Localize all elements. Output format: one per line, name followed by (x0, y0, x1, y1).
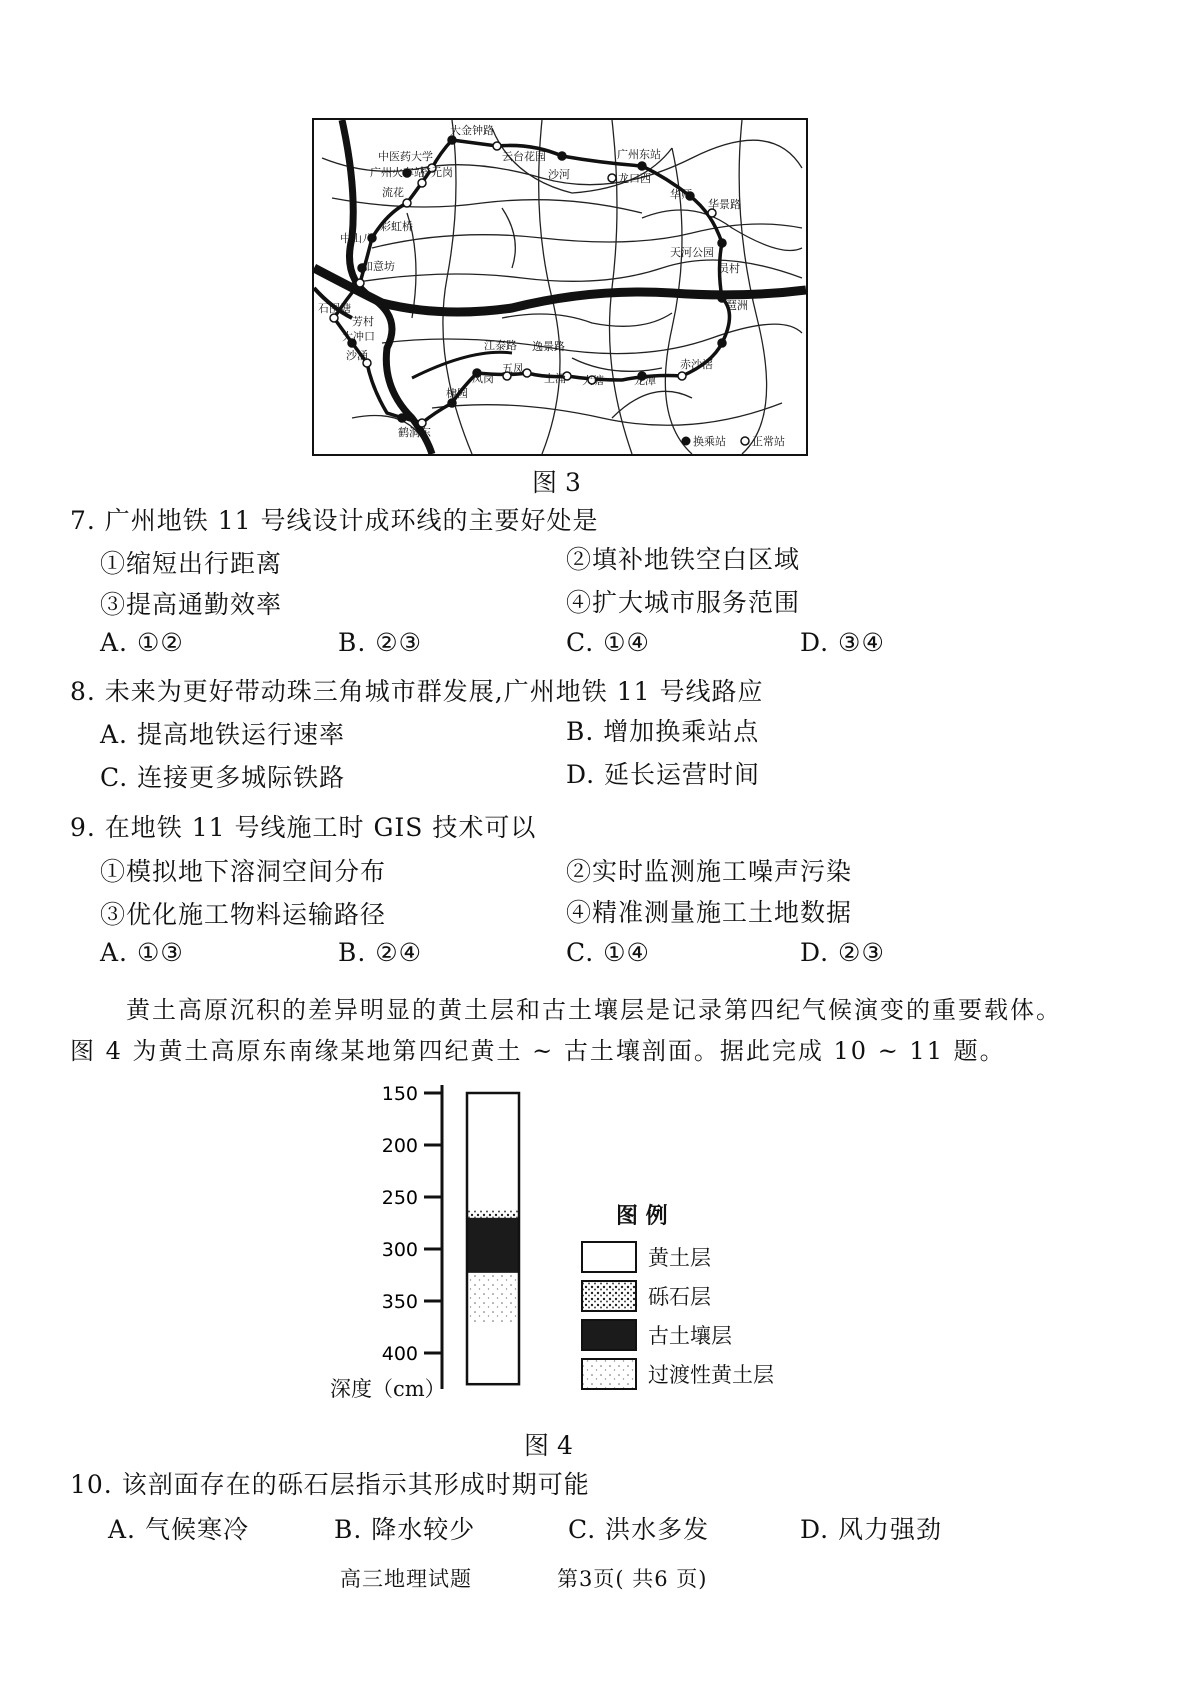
q9-choice-b[interactable]: B. ②④ (338, 938, 423, 967)
depth-axis-label: 深度（cm） (330, 1377, 446, 1401)
q10-choice-a[interactable]: A. 气候寒冷 (108, 1515, 249, 1544)
q8-choice-d[interactable]: D. 延长运营时间 (566, 760, 761, 789)
legend-label-gravel: 砾石层 (648, 1285, 711, 1309)
legend-swatch-paleosol (582, 1320, 636, 1350)
station-label: 赤沙滘 (680, 358, 713, 371)
q9-item-3: ③优化施工物料运输路径 (100, 900, 387, 929)
q9-choice-c[interactable]: C. ①④ (566, 938, 650, 967)
axis-tick-label: 150 (381, 1083, 418, 1105)
station-label: 华师 (670, 188, 692, 201)
station-label: 中医药大学 (378, 150, 433, 163)
q7-choice-a[interactable]: A. ①② (100, 628, 184, 657)
station-label: 凤岗 (472, 372, 494, 385)
station-label: 棣园 (446, 387, 468, 400)
axis-tick-label: 300 (381, 1239, 418, 1261)
footer-subject: 高三地理试题 (340, 1567, 472, 1591)
q8-choice-c[interactable]: C. 连接更多城际铁路 (100, 763, 346, 792)
station-label: 五凤 (502, 362, 524, 375)
q8-choice-b[interactable]: B. 增加换乘站点 (566, 717, 760, 746)
q10-choice-c[interactable]: C. 洪水多发 (568, 1515, 710, 1544)
q7-choice-b[interactable]: B. ②③ (338, 628, 423, 657)
station-label: 梓元岗 (420, 166, 453, 179)
axis-tick-label: 200 (381, 1135, 418, 1157)
axis-ticks (382, 1083, 442, 1365)
station-label: 云台花园 (502, 150, 546, 163)
station-label: 江泰路 (484, 339, 517, 352)
legend-regular-label: 正常站 (752, 435, 785, 448)
station-label: 石围塘 (318, 302, 351, 315)
station-label: 芳村 (352, 315, 374, 328)
legend-title: 图 例 (616, 1203, 668, 1229)
station-label: 龙潭 (634, 374, 656, 387)
station-label: 大冲口 (342, 330, 375, 343)
legend-swatch-gravel (582, 1281, 636, 1311)
q10-choice-b[interactable]: B. 降水较少 (334, 1515, 476, 1544)
q8-choice-a[interactable]: A. 提高地铁运行速率 (100, 720, 345, 749)
soil-layer (467, 1093, 519, 1211)
station-label: 天河公园 (670, 246, 714, 259)
station-label: 大塘 (582, 374, 604, 387)
q7-item-3: ③提高通勤效率 (100, 590, 283, 619)
station-label: 流花 (382, 186, 404, 199)
station-label: 沙涌 (346, 349, 368, 362)
axis-tick-label: 250 (381, 1187, 418, 1209)
metro-map (312, 118, 808, 456)
soil-legend (582, 1203, 774, 1389)
soil-profile-chart (320, 1075, 800, 1415)
q9-item-2: ②实时监测施工噪声污染 (566, 857, 853, 886)
station-label: 广州火车站 (370, 166, 425, 179)
intro-line-2: 图 4 为黄土高原东南缘某地第四纪黄土 ~ 古土壤剖面。据此完成 10 ~ 11 题。 (70, 1037, 1006, 1065)
station-label: 如意坊 (362, 260, 395, 273)
soil-layer (467, 1218, 519, 1273)
question-8-stem: 8. 未来为更好带动珠三角城市群发展,广州地铁 11 号线路应 (70, 677, 764, 706)
q10-choice-d[interactable]: D. 风力强劲 (800, 1515, 943, 1544)
soil-layer (467, 1324, 519, 1384)
q9-choice-d[interactable]: D. ②③ (800, 938, 885, 967)
legend-label-paleosol: 古土壤层 (648, 1324, 732, 1348)
station-label: 中山八 (340, 232, 373, 245)
soil-layer (467, 1211, 519, 1218)
station-label: 广州东站 (617, 148, 661, 161)
soil-column (467, 1093, 519, 1384)
station-label: 龙口西 (618, 172, 651, 185)
station-label: 鹤洞东 (398, 426, 431, 439)
figure-3-caption: 图 3 (532, 468, 581, 497)
station-label: 逸景路 (532, 340, 565, 353)
q7-item-4: ④扩大城市服务范围 (566, 588, 801, 617)
legend-transfer-label: 换乘站 (693, 435, 726, 448)
legend-label-transition: 过渡性黄土层 (648, 1363, 774, 1387)
q9-item-1: ①模拟地下溶洞空间分布 (100, 857, 387, 886)
legend-swatch-transition (582, 1359, 636, 1389)
legend-swatch-loess (582, 1242, 636, 1272)
station-label: 华景路 (708, 198, 741, 211)
axis-tick-label: 400 (381, 1343, 418, 1365)
q7-item-2: ②填补地铁空白区域 (566, 545, 801, 574)
question-10-stem: 10. 该剖面存在的砾石层指示其形成时期可能 (70, 1470, 590, 1499)
figure-4-caption: 图 4 (524, 1431, 573, 1460)
station-label: 彩虹桥 (380, 220, 413, 233)
q7-item-1: ①缩短出行距离 (100, 549, 283, 578)
q7-choice-d[interactable]: D. ③④ (800, 628, 885, 657)
question-9-stem: 9. 在地铁 11 号线施工时 GIS 技术可以 (70, 813, 537, 842)
station-label: 沙河 (548, 168, 570, 181)
intro-line-1: 黄土高原沉积的差异明显的黄土层和古土壤层是记录第四纪气候演变的重要载体。 (126, 996, 1062, 1024)
station-label: 琶洲 (726, 299, 748, 312)
station-label: 上涌 (544, 372, 566, 385)
soil-layer (467, 1273, 519, 1324)
footer-page-number: 第3页( 共6 页) (557, 1567, 708, 1591)
q7-choice-c[interactable]: C. ①④ (566, 628, 650, 657)
station-label: 员村 (718, 262, 740, 275)
axis-tick-label: 350 (381, 1291, 418, 1313)
q9-choice-a[interactable]: A. ①③ (100, 938, 184, 967)
station-label: 大金钟路 (450, 124, 494, 137)
question-7-stem: 7. 广州地铁 11 号线设计成环线的主要好处是 (70, 506, 599, 535)
legend-label-loess: 黄土层 (648, 1246, 711, 1270)
q9-item-4: ④精准测量施工土地数据 (566, 898, 853, 927)
